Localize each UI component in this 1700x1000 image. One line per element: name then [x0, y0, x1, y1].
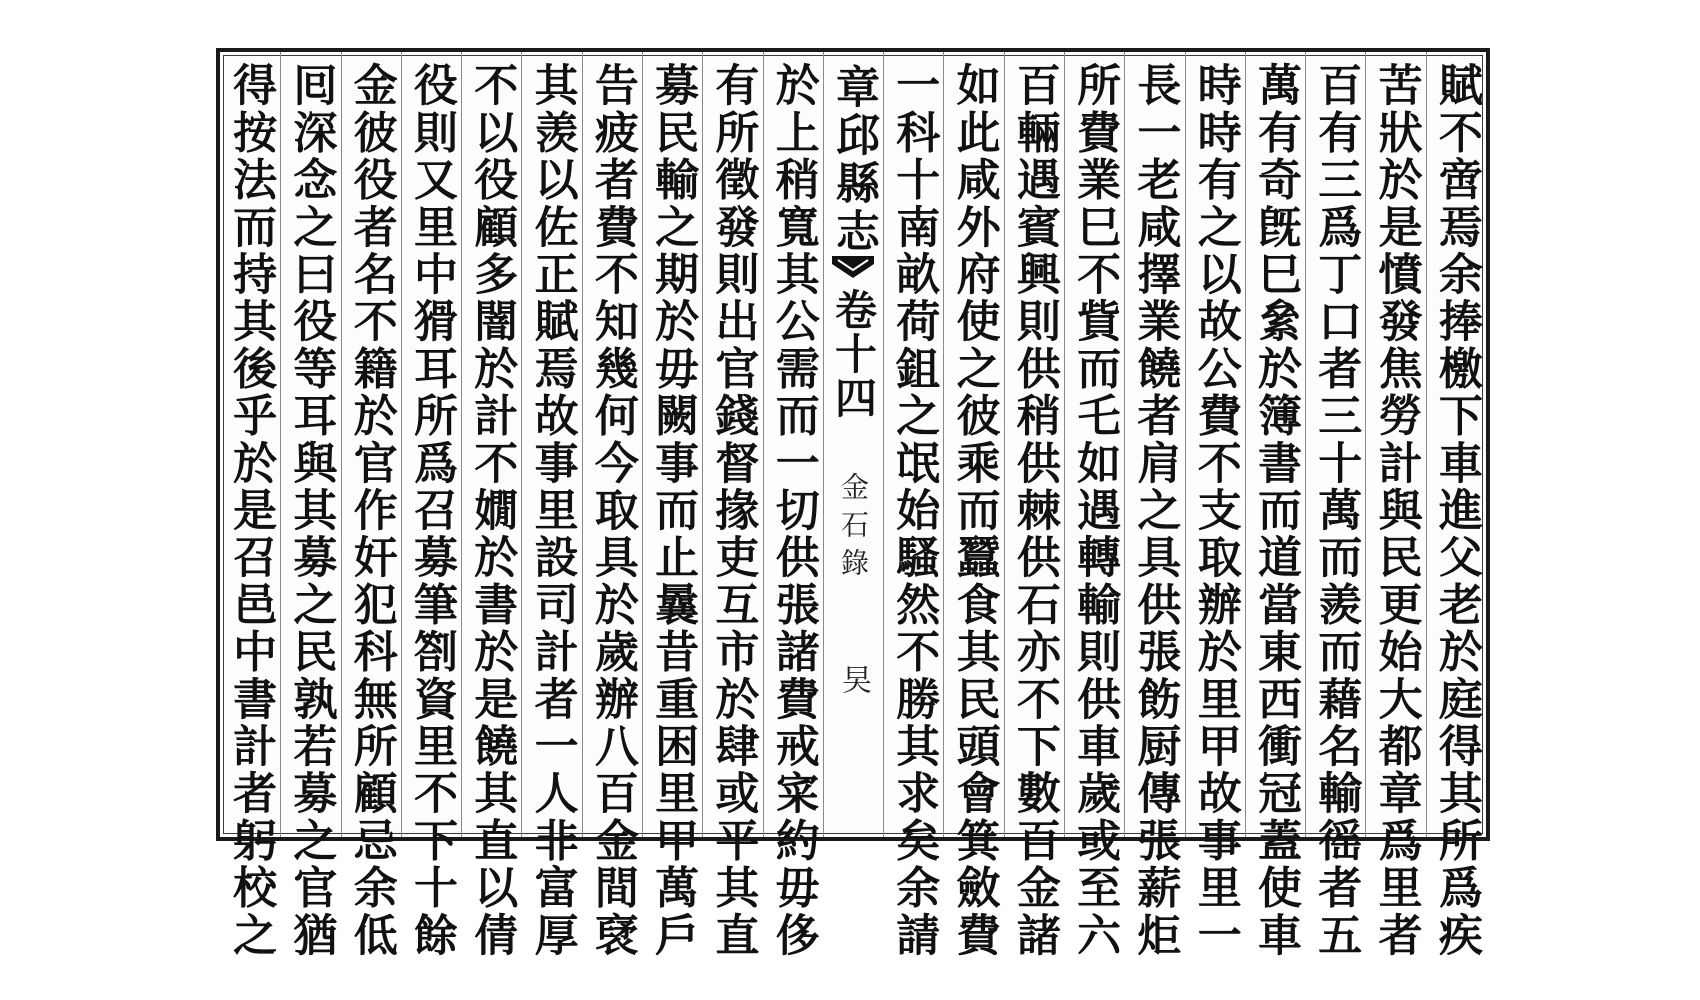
- column-text: 其羡以佐正賦焉故事里設司計者一人非富厚: [526, 62, 578, 959]
- column-rule: [1004, 52, 1005, 837]
- column-text: 百有三爲丁口者三十萬而羨而藉名輸徭者五: [1310, 62, 1362, 959]
- column-rule: [642, 52, 643, 837]
- text-column: [1004, 58, 1064, 959]
- column-text: 有所徵發則出官錢督掾吏互市於肆或平其直: [707, 62, 759, 959]
- text-column: [341, 58, 401, 959]
- text-column: [1426, 58, 1486, 959]
- text-column: [1064, 58, 1124, 959]
- column-text: 一科十南畝荷鉏之氓始騷然不勝其求矣余請: [888, 62, 940, 959]
- column-text: 百輛遇賓興則供稍供棘供石亦不下數百金諸: [1008, 62, 1060, 959]
- column-text: 募民輸之期於毋闕事而止曩昔重困里甲萬戶: [647, 62, 699, 959]
- column-text: 告疲者費不知幾何今取具於歲辦八百金間裦: [586, 62, 638, 959]
- column-rule: [401, 52, 402, 837]
- column-rule: [341, 52, 342, 837]
- text-column: [521, 58, 581, 959]
- column-rule: [1426, 52, 1427, 837]
- column-text: 役則又里中猾耳所爲召募筆劄資里不下十餘: [405, 62, 457, 959]
- column-text: 如此咸外府使之彼乘而蠶食其民頭會箕斂費: [948, 62, 1000, 959]
- text-column: [1124, 58, 1184, 959]
- column-text: 得按法而持其後乎於是召邑中書計者躬校之: [225, 62, 277, 959]
- column-text: 苦狀於是憤發焦勞計與民更始大都章爲里者: [1370, 62, 1422, 959]
- text-column: [461, 58, 521, 959]
- section-label: 金石錄: [836, 472, 870, 586]
- column-rule: [1124, 52, 1125, 837]
- column-rule: [823, 52, 824, 837]
- text-column: [883, 58, 943, 959]
- column-rule: [943, 52, 944, 837]
- column-rule: [763, 52, 764, 837]
- text-column: [582, 58, 642, 959]
- page-frame: [216, 48, 1490, 959]
- text-column: [702, 58, 762, 959]
- text-column: [943, 58, 1003, 959]
- folio-number: 旲: [835, 664, 871, 694]
- column-rule: [521, 52, 522, 837]
- banner-column: [823, 58, 883, 831]
- column-rule: [702, 52, 703, 837]
- text-column: [1305, 58, 1365, 959]
- column-rule: [582, 52, 583, 837]
- column-rule: [1305, 52, 1306, 837]
- text-column: [280, 58, 340, 959]
- column-text: 時時有之以故公費不支取辦於里甲故事里一: [1189, 62, 1241, 959]
- column-text: 於上稍寬其公需而一切供張諸費戒寀約毋侈: [767, 62, 819, 959]
- column-text: 不以役顧多闇於計不嫺於書於是饒其直以倩: [466, 62, 518, 959]
- column-rule: [883, 52, 884, 837]
- column-text: 所費業巳不貲而乇如遇轉輸則供車歲或至六: [1069, 62, 1121, 959]
- column-rule: [1245, 52, 1246, 837]
- text-column: [220, 58, 280, 959]
- text-column: [642, 58, 702, 959]
- fish-tail-ornament-icon: [830, 254, 876, 280]
- column-rule: [1365, 52, 1366, 837]
- column-rule: [1185, 52, 1186, 837]
- text-column: [1365, 58, 1425, 959]
- text-column: [401, 58, 461, 959]
- column-text: 囘深念之曰役等耳與其募之民孰若募之官猶: [285, 62, 337, 959]
- text-column: [763, 58, 823, 959]
- text-columns: [220, 52, 1486, 959]
- column-rule: [280, 52, 281, 837]
- column-text: 萬有奇旣巳絫於簿書而道當東西衝冠蓋使車: [1249, 62, 1301, 959]
- text-column: [1185, 58, 1245, 959]
- column-text: 金彼役者名不籍於官作奸犯科無所顧忌余低: [345, 62, 397, 959]
- book-title: 章邱縣志: [827, 64, 879, 256]
- text-column: [1245, 58, 1305, 959]
- column-rule: [461, 52, 462, 837]
- volume-label: 卷十四: [828, 288, 878, 420]
- column-text: 長一老咸擇業饒者肩之具供張飭厨傳張薪炬: [1129, 62, 1181, 959]
- column-text: 賦不啻焉余捧檄下車進父老於庭得其所爲疾: [1430, 62, 1482, 959]
- column-rule: [1064, 52, 1065, 837]
